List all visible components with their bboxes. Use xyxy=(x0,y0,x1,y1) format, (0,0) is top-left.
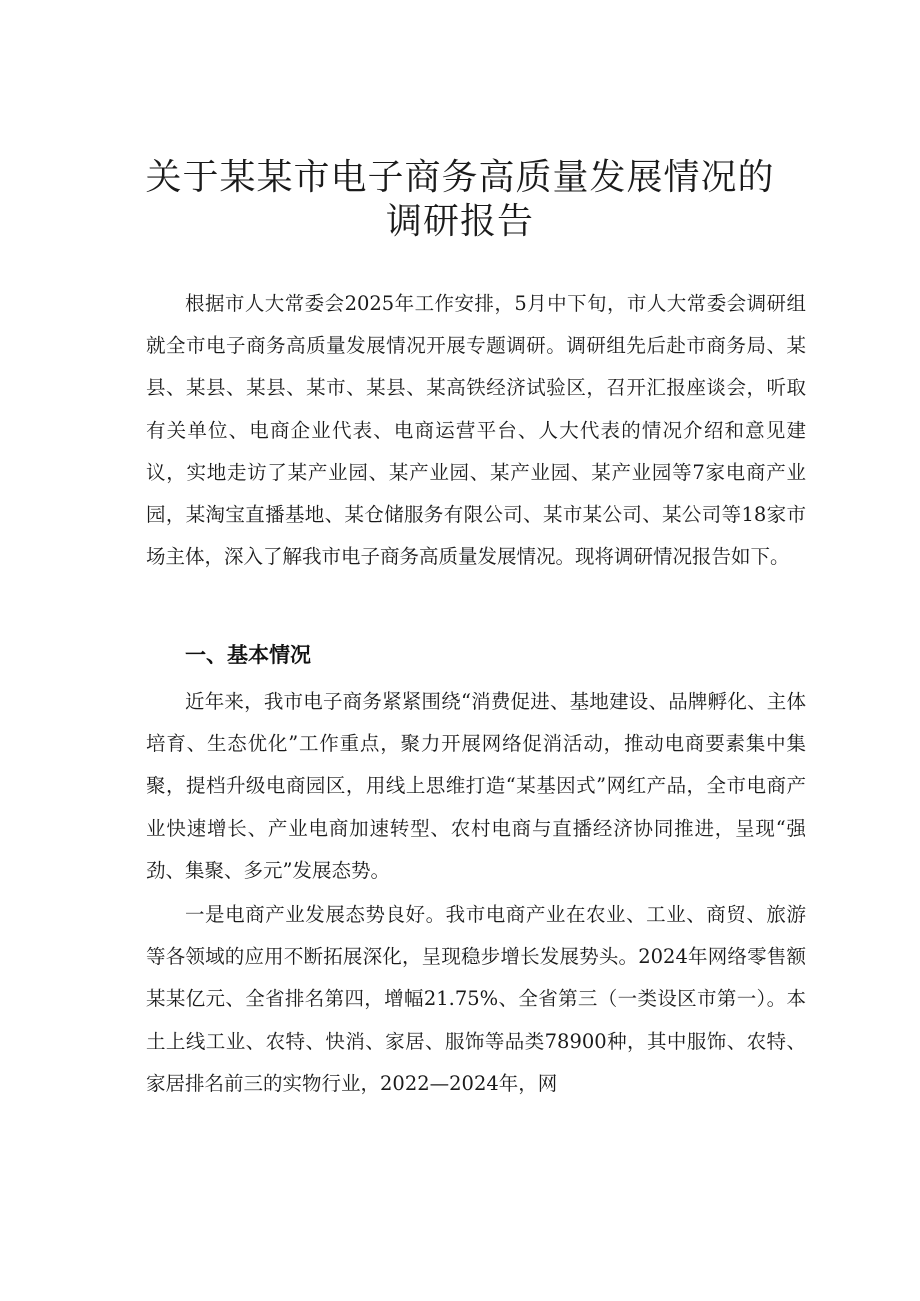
section1-paragraph-2: 一是电商产业发展态势良好。我市电商产业在农业、工业、商贸、旅游等各领域的应用不断拓展深化，呈现稳步增长发展势头。2024年网络零售额某某亿元、全省排名第四，增幅21.75%、全省第三（一类设区市第一）。本土上线工业、农特、快消、家居、服饰等品类78900种，其中服饰、农特、家居排名前三的实物行业，2022—2024年，网 xyxy=(146,903,806,1095)
document-title-line-2: 调研报告 xyxy=(385,201,534,242)
intro-paragraph: 根据市人大常委会2025年工作安排，5月中下旬，市人大常委会调研组就全市电子商务高质量发展情况开展专题调研。调研组先后赴市商务局、某县、某县、某县、某市、某县、某高铁经济试验区，召开汇报座谈会，听取有关单位、电商企业代表、电商运营平台、人大代表的情况介绍和意见建议，实地走访了某产业园、某产业园、某产业园、某产业园等7家电商产业园，某淘宝直播基地、某仓储服务有限公司、某市某公司、某公司等18家市场主体，深入了解我市电子商务高质量发展情况。现将调研情况报告如下。 xyxy=(146,292,806,569)
section-heading-basic-situation: 一、基本情况 xyxy=(185,643,311,667)
document-title-line-1: 关于某某市电子商务高质量发展情况的 xyxy=(145,157,775,198)
section1-paragraph-1: 近年来，我市电子商务紧紧围绕“消费促进、基地建设、品牌孵化、主体培育、生态优化”工作重点，聚力开展网络促消活动，推动电商要素集中集聚，提档升级电商园区，用线上思维打造“某基因式”网红产品，全市电商产业快速增长、产业电商加速转型、农村电商与直播经济协同推进，呈现“强劲、集聚、多元”发展态势。 xyxy=(146,690,806,882)
